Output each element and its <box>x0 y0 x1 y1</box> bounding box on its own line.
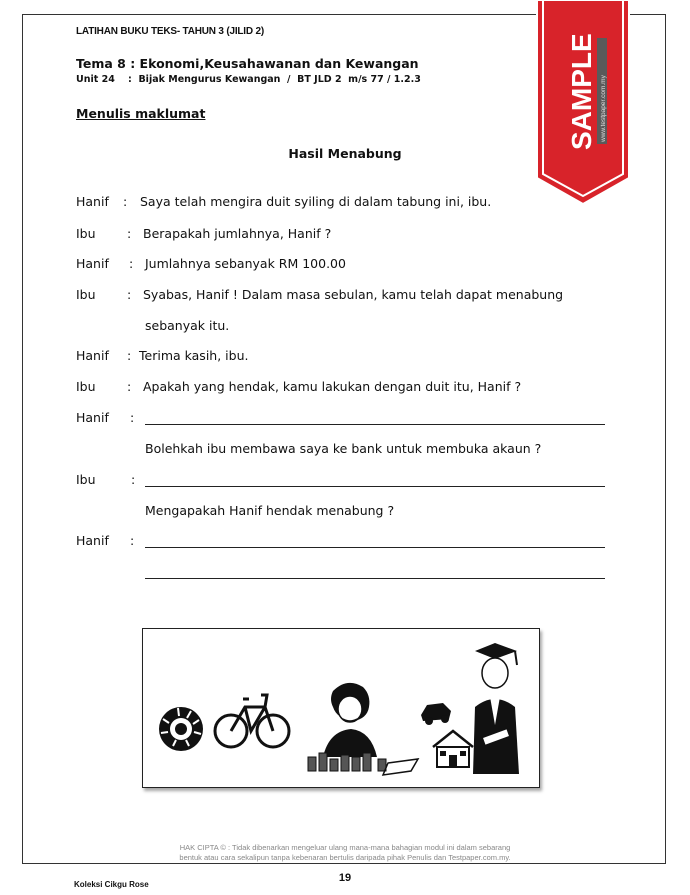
dialogue-text: Jumlahnya sebanyak RM 100.00 <box>145 256 346 271</box>
dialogue-text: Syabas, Hanif ! Dalam masa sebulan, kamu telah dapat menabung <box>143 287 564 302</box>
answer-line[interactable] <box>145 486 605 487</box>
dialog-title: Hasil Menabung <box>288 146 402 161</box>
speaker-label: Ibu <box>76 287 96 302</box>
dialogue-continuation: Bolehkah ibu membawa saya ke bank untuk membuka akaun ? <box>145 441 542 456</box>
dialogue-text: Apakah yang hendak, kamu lakukan dengan duit itu, Hanif ? <box>143 379 522 394</box>
colon: : <box>131 472 136 487</box>
car-icon <box>421 703 451 725</box>
speaker-label: Ibu <box>76 226 96 241</box>
speaker-label: Hanif <box>76 256 109 271</box>
speaker-label: Ibu <box>76 472 96 487</box>
section-title: Menulis maklumat <box>76 106 206 121</box>
colon: : <box>127 379 132 394</box>
speaker-label: Hanif <box>76 194 109 209</box>
dialogue-text: Saya telah mengira duit syiling di dalam tabung ini, ibu. <box>140 194 492 209</box>
colon: : <box>127 226 132 241</box>
colon: : <box>129 256 134 271</box>
colon: : <box>127 287 132 302</box>
answer-line[interactable] <box>145 424 605 425</box>
answer-line[interactable] <box>145 578 605 579</box>
house-icon <box>433 731 473 767</box>
sample-url: www.testpaper.com.my <box>600 75 607 142</box>
sample-watermark <box>535 0 631 205</box>
dialogue-continuation: Mengapakah Hanif hendak menabung ? <box>145 503 395 518</box>
colon: : <box>127 348 132 363</box>
sample-label: SAMPLE <box>566 33 597 150</box>
theme-title: Tema 8 : Ekonomi,Keusahawanan dan Kewangan <box>76 56 419 71</box>
unit-title: Unit 24 : Bijak Mengurus Kewangan / BT JLD 2 m/s 77 / 1.2.3 <box>76 74 421 85</box>
boy-counting-coins-icon <box>308 683 418 775</box>
book-title: LATIHAN BUKU TEKS- TAHUN 3 (JILID 2) <box>76 26 264 37</box>
copyright-notice <box>0 843 690 863</box>
dialogue-text: Berapakah jumlahnya, Hanif ? <box>143 226 332 241</box>
tyre-icon <box>159 707 203 751</box>
speaker-label: Hanif <box>76 410 109 425</box>
page-number: 19 <box>338 872 352 884</box>
graduate-icon <box>473 643 519 774</box>
dialogue-text: Terima kasih, ibu. <box>139 348 249 363</box>
dialogue-continuation: sebanyak itu. <box>145 318 230 333</box>
collection-label: Koleksi Cikgu Rose <box>74 880 149 889</box>
illustration-box <box>142 628 540 788</box>
colon: : <box>130 533 135 548</box>
copyright-line: HAK CIPTA © : Tidak dibenarkan mengeluar ulang mana-mana bahagian modul ini dalam sebarang <box>179 843 511 852</box>
colon: : <box>130 410 135 425</box>
colon: : <box>123 194 128 209</box>
answer-line[interactable] <box>145 547 605 548</box>
copyright-line: bentuk atau cara sekalipun tanpa kebenaran bertulis daripada pihak Penulis dan Testpaper.com.my. <box>179 853 511 862</box>
speaker-label: Ibu <box>76 379 96 394</box>
speaker-label: Hanif <box>76 533 109 548</box>
bicycle-icon <box>215 695 289 747</box>
speaker-label: Hanif <box>76 348 109 363</box>
